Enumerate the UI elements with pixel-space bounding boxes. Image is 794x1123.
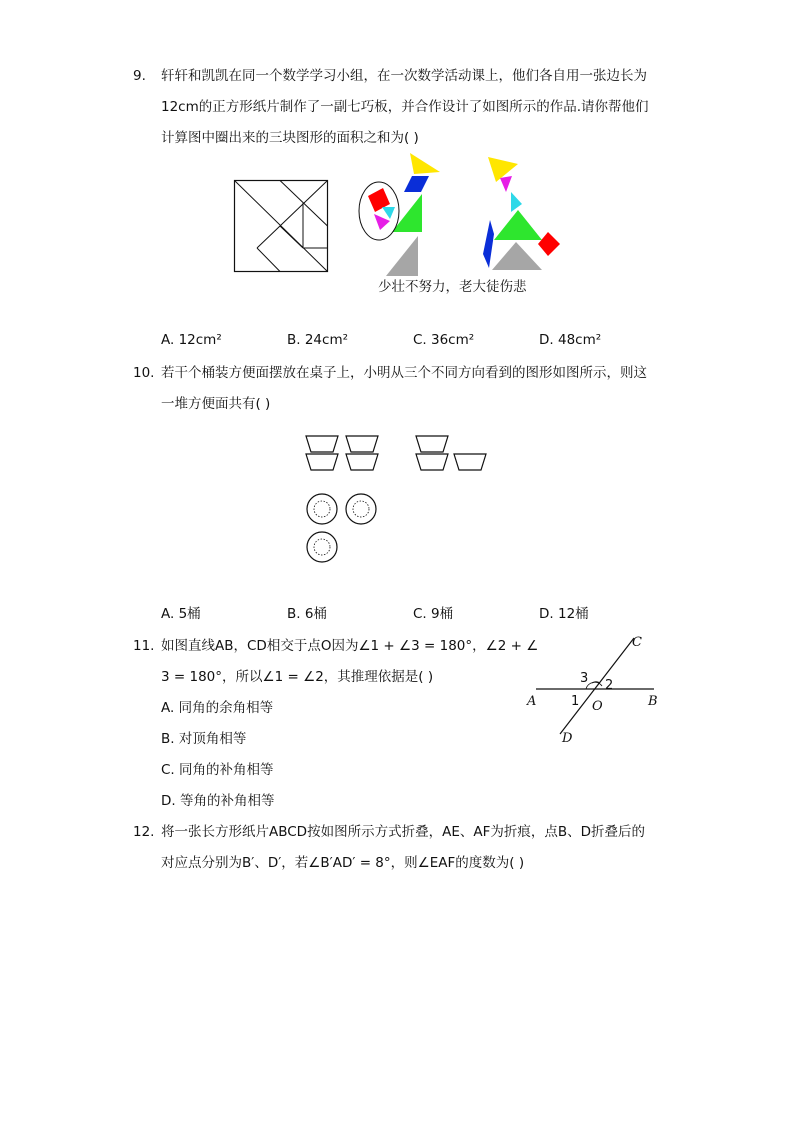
magenta-triangle [500,176,512,192]
top-view [307,494,376,562]
label-angle-2: 2 [605,678,614,693]
question-text-line: 轩轩和凯凯在同一个数学学习小组，在一次数学活动课上，他们各自用一张边长为 [161,68,647,84]
question-text-line: 若干个桶装方便面摆放在桌子上，小明从三个不同方向看到的图形如图所示，则这 [161,365,647,381]
label-a: A [527,694,537,709]
label-angle-1: 1 [571,694,580,709]
option-a[interactable]: A. 5桶 [161,606,201,622]
option-d[interactable]: D. 48cm² [539,332,602,348]
option-a[interactable]: A. 12cm² [161,332,222,348]
cyan-triangle [382,207,395,219]
line-cd [560,638,634,734]
gray-triangle [492,242,542,270]
three-views-figure [300,430,500,570]
angle-arc [586,682,602,689]
red-square [538,232,560,256]
blue-parallelogram [404,176,429,192]
label-o: O [592,699,603,714]
front-view [306,436,378,470]
tangram-square-figure [234,180,328,274]
tangram-figure-circled [356,152,446,276]
intersecting-lines-figure [522,630,662,745]
yellow-triangle [410,153,440,174]
label-angle-3: 3 [580,671,589,686]
tangram-figure-person [478,154,568,274]
cyan-triangle [511,192,522,212]
gray-triangle [386,236,418,276]
option-d[interactable]: D. 12桶 [539,606,589,622]
option-b[interactable]: B. 24cm² [287,332,349,348]
question-number: 9. [133,68,146,84]
option-b[interactable]: B. 6桶 [287,606,327,622]
label-d: D [562,731,573,746]
option-b[interactable]: B. 对顶角相等 [161,731,247,747]
figure-caption: 少壮不努力，老大徒伤悲 [378,279,527,295]
option-d[interactable]: D. 等角的补角相等 [161,793,275,809]
option-c[interactable]: C. 36cm² [413,332,475,348]
question-number: 12. [133,824,155,840]
side-view [416,436,486,470]
question-text-line: 如图直线AB，CD相交于点O因为∠1 + ∠3 = 180°，∠2 + ∠ [161,638,539,654]
question-number: 11. [133,638,155,654]
question-text-line: 一堆方便面共有( ) [161,396,271,412]
green-triangle [494,210,542,240]
question-text-line: 计算图中圈出来的三块图形的面积之和为( ) [161,130,419,146]
option-a[interactable]: A. 同角的余角相等 [161,700,274,716]
magenta-triangle [374,214,390,230]
question-text-line: 对应点分别为B′、D′，若∠B′AD′ = 8°，则∠EAF的度数为( ) [161,855,525,871]
question-number: 10. [133,365,155,381]
label-b: B [648,694,658,709]
option-c[interactable]: C. 9桶 [413,606,454,622]
blue-parallelogram [483,220,494,268]
label-c: C [632,635,642,650]
question-text-line: 将一张长方形纸片ABCD按如图所示方式折叠，AE、AF为折痕，点B、D折叠后的 [161,824,646,840]
question-text-line: 12cm的正方形纸片制作了一副七巧板，并合作设计了如图所示的作品.请你帮他们 [161,99,649,115]
option-c[interactable]: C. 同角的补角相等 [161,762,274,778]
question-text-line: 3 = 180°，所以∠1 = ∠2，其推理依据是( ) [161,669,434,685]
